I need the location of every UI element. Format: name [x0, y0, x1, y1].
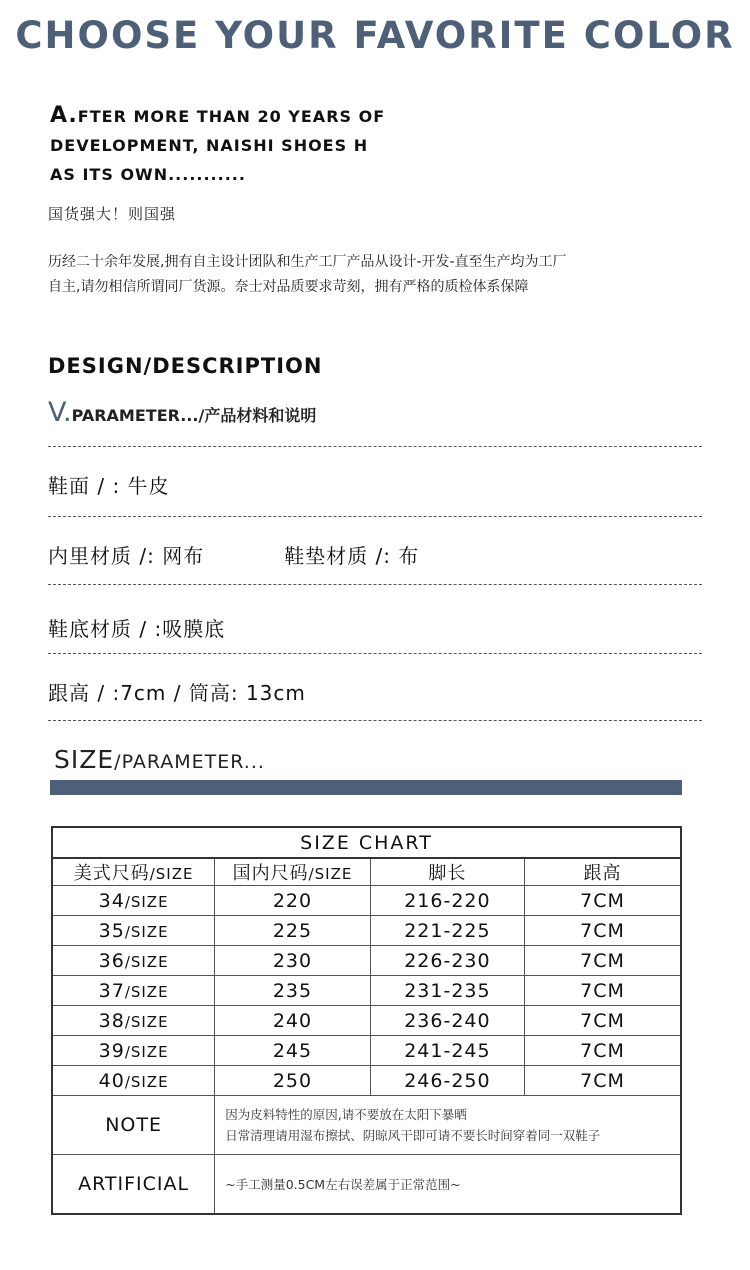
- divider: [48, 653, 702, 654]
- intro-en-line-3: AS ITS OWN...........: [50, 165, 246, 184]
- param-lining-row: [48, 540, 419, 569]
- param-insole: 鞋垫材质 /: 布: [284, 544, 420, 568]
- table-row: 40/SIZE 250 246-250 7CM: [52, 1066, 681, 1096]
- table-row: 39/SIZE 245 241-245 7CM: [52, 1036, 681, 1066]
- note-row: [52, 1096, 681, 1155]
- param-upper: 鞋面 / : 牛皮: [48, 474, 170, 498]
- intro-drop-cap: A.: [50, 103, 78, 128]
- intro-cn-line-1: 历经二十余年发展,拥有自主设计团队和生产工厂产品从设计-开发-直至生产均为工厂: [48, 254, 567, 270]
- intro-english: [50, 101, 410, 189]
- header-foot-length: 脚长: [370, 858, 524, 886]
- table-row: 37/SIZE 235 231-235 7CM: [52, 976, 681, 1006]
- param-sole: 鞋底材质 / :吸膜底: [48, 617, 226, 641]
- table-row: 38/SIZE 240 236-240 7CM: [52, 1006, 681, 1036]
- header-heel: 跟高: [525, 858, 681, 886]
- size-chart: [51, 826, 682, 1215]
- artificial-row: [52, 1155, 681, 1215]
- intro-chinese: [48, 250, 698, 300]
- artificial-label: ARTIFICIAL: [52, 1155, 215, 1215]
- divider: [48, 516, 702, 517]
- note-text: 因为皮料特性的原因,请不要放在太阳下暴晒 日常清理请用湿布擦拭、阴晾风干即可请不要长时间穿着同一双鞋子: [215, 1096, 681, 1155]
- accent-bar: [50, 780, 682, 795]
- design-heading: DESIGN/DESCRIPTION: [48, 354, 323, 378]
- intro-en-line-1: FTER MORE THAN 20 YEARS OF: [77, 107, 386, 126]
- parameter-subheading: [48, 397, 316, 428]
- parameter-text: PARAMETER.../产品材料和说明: [71, 406, 317, 425]
- note-label: NOTE: [52, 1096, 215, 1155]
- table-row: 36/SIZE 230 226-230 7CM: [52, 946, 681, 976]
- intro-en-line-2: DEVELOPMENT, NAISHI SHOES H: [50, 136, 369, 155]
- chart-caption: SIZE CHART: [52, 827, 681, 858]
- size-heading: [54, 745, 265, 774]
- header-cn-size: 国内尺码/SIZE: [215, 858, 370, 886]
- divider: [48, 446, 702, 447]
- param-heel: 跟高 / :7cm / 筒高: 13cm: [48, 681, 306, 705]
- slogan: 国货强大！则国强: [48, 205, 177, 223]
- divider: [48, 584, 702, 585]
- table-row: 34/SIZE 220 216-220 7CM: [52, 886, 681, 916]
- table-row: 35/SIZE 225 221-225 7CM: [52, 916, 681, 946]
- param-lining: 内里材质 /: 网布: [48, 544, 205, 568]
- intro-cn-line-2: 自主,请勿相信所谓同厂货源。奈士对品质要求苛刻，拥有严格的质检体系保障: [48, 279, 529, 295]
- parameter-letter: V.: [48, 397, 72, 428]
- header-us-size: 美式尺码/SIZE: [52, 858, 215, 886]
- size-heading-big: SIZE: [54, 745, 115, 774]
- divider: [48, 720, 702, 721]
- page-title: CHOOSE YOUR FAVORITE COLOR: [15, 14, 735, 57]
- artificial-text: ~手工测量0.5CM左右误差属于正常范围~: [215, 1155, 681, 1215]
- size-heading-small: /PARAMETER...: [114, 751, 265, 773]
